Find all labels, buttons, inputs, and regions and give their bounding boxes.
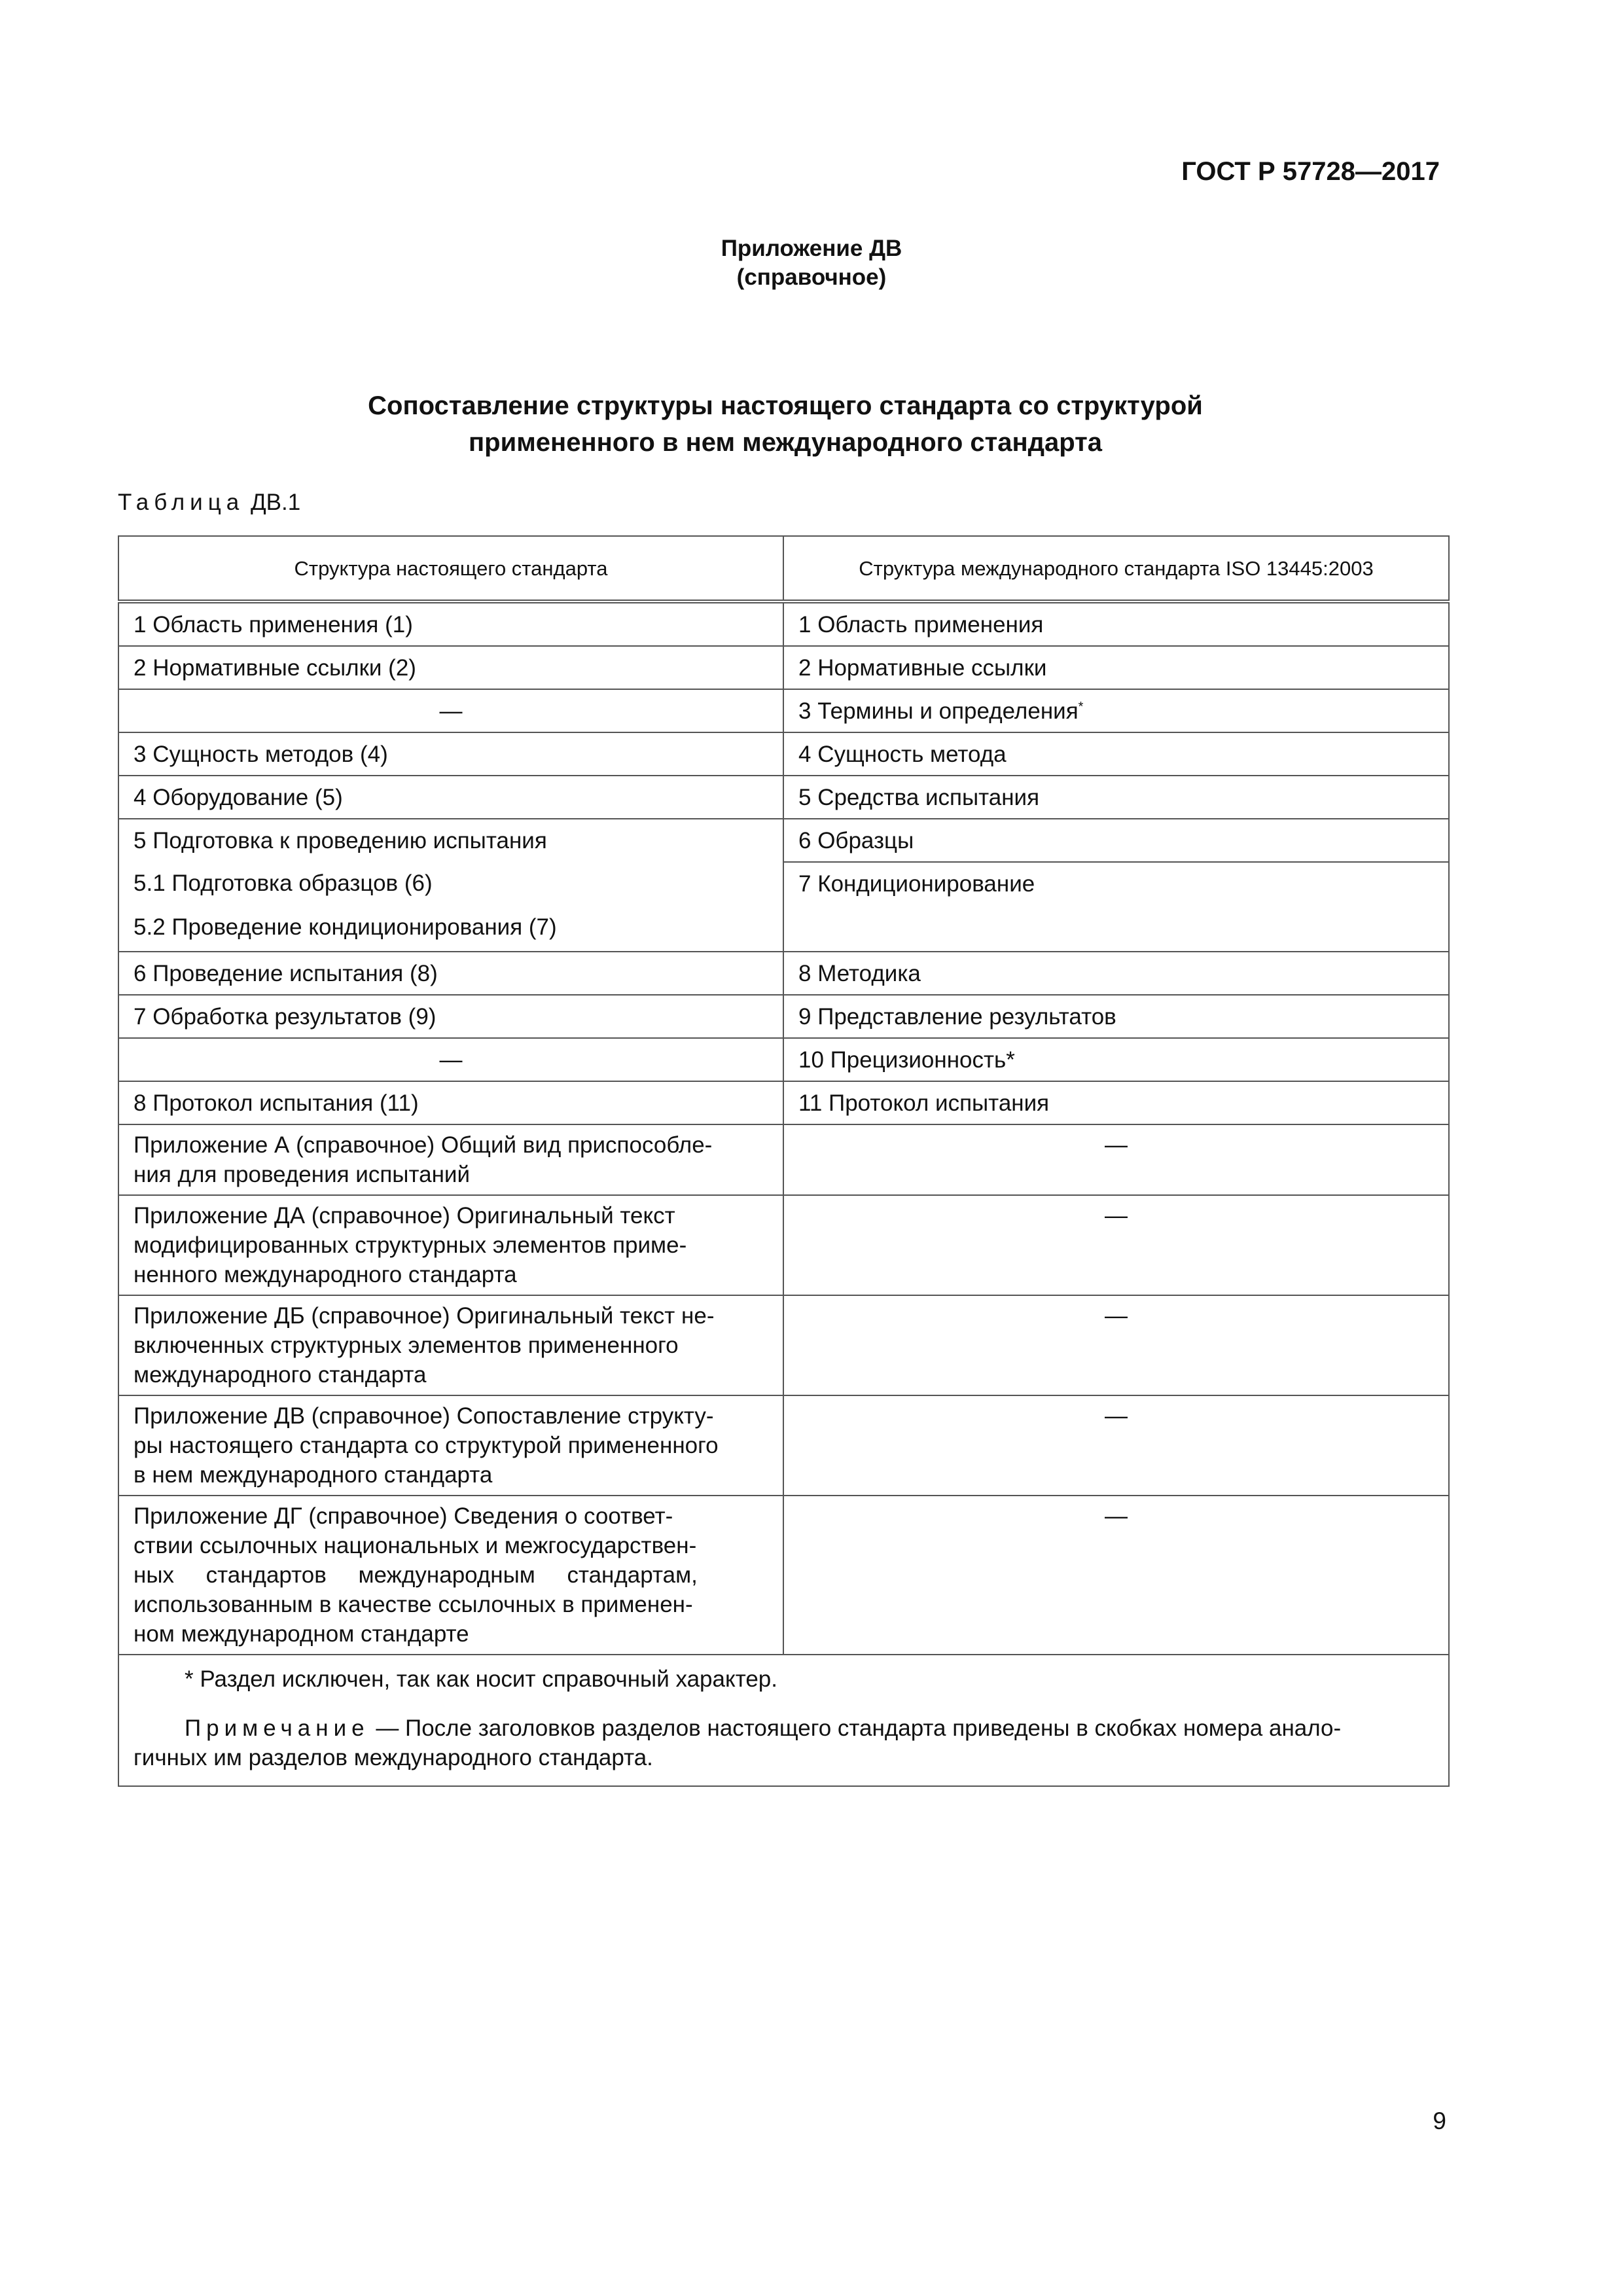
cell-line: ном международном стандарте: [134, 1621, 469, 1647]
cell-line: Приложение А (справочное) Общий вид приспособле-: [134, 1132, 713, 1158]
page-number: 9: [1433, 2108, 1446, 2134]
note-text: — После заголовков разделов настоящего стандарта приведены в скобках номера анало-: [369, 1715, 1342, 1741]
cell-international: 11 Протокол испытания: [783, 1081, 1449, 1124]
cell-national-appendix-db: [118, 1295, 783, 1395]
table-row: [118, 601, 1449, 646]
cell-line: ненного международного стандарта: [134, 1262, 517, 1287]
appendix-kind: (справочное): [736, 264, 887, 290]
cell-text: 3 Термины и определения: [798, 698, 1079, 724]
cell-line: ры настоящего стандарта со структурой примененного: [134, 1433, 719, 1458]
table-caption-id: ДВ.1: [250, 490, 301, 515]
table-footnote: * Раздел исключен, так как носит справочный характер.: [185, 1666, 777, 1692]
section-title: [0, 387, 1571, 461]
table-row: [118, 862, 1449, 952]
structure-comparison-table: [118, 535, 1450, 1787]
table-header-row: [118, 536, 1449, 601]
cell-national: 8 Протокол испытания (11): [118, 1081, 783, 1124]
table-footer: [118, 1655, 1449, 1786]
table-row: [118, 952, 1449, 995]
table-row: [118, 1295, 1449, 1395]
table-row: [118, 1124, 1449, 1195]
cell-international-dash: —: [783, 1395, 1449, 1496]
cell-line: ния для проведения испытаний: [134, 1162, 470, 1187]
header-cell-international: Структура международного стандарта ISO 13445:2003: [783, 536, 1449, 601]
cell-international: 6 Образцы: [783, 819, 1449, 862]
cell-national: 4 Оборудование (5): [118, 776, 783, 819]
subsection-line: 5.1 Подготовка образцов (6): [134, 870, 433, 896]
cell-national: 5 Подготовка к проведению испытания: [118, 819, 783, 862]
cell-international: 10 Прецизионность*: [783, 1038, 1449, 1081]
header-cell-national: Структура настоящего стандарта: [118, 536, 783, 601]
cell-national: 6 Проведение испытания (8): [118, 952, 783, 995]
cell-line: международного стандарта: [134, 1362, 427, 1388]
table-note: [134, 1713, 1434, 1743]
cell-national: 1 Область применения (1): [118, 601, 783, 646]
cell-line: Приложение ДВ (справочное) Сопоставление структу-: [134, 1403, 714, 1429]
cell-line: Приложение ДГ (справочное) Сведения о соответ-: [134, 1503, 673, 1529]
title-line-1: Сопоставление структуры настоящего стандарта со структурой: [368, 391, 1203, 420]
cell-national: 7 Обработка результатов (9): [118, 995, 783, 1038]
appendix-heading: [0, 234, 1623, 292]
table-row: [118, 689, 1449, 732]
cell-national-appendix-dg: [118, 1496, 783, 1655]
cell-line: ствии ссылочных национальных и межгосударствен-: [134, 1533, 697, 1558]
document-number: ГОСТ Р 57728—2017: [1181, 157, 1440, 186]
cell-line: включенных структурных элементов примененного: [134, 1333, 679, 1358]
table-row: [118, 1496, 1449, 1655]
note-word: Примечание: [185, 1715, 370, 1741]
table-caption-word: Таблица: [118, 490, 245, 515]
table-row: [118, 995, 1449, 1038]
cell-international: [783, 689, 1449, 732]
table-row: [118, 732, 1449, 776]
cell-international: 2 Нормативные ссылки: [783, 646, 1449, 689]
cell-international-dash: —: [783, 1124, 1449, 1195]
cell-international-dash: —: [783, 1295, 1449, 1395]
cell-line: Приложение ДА (справочное) Оригинальный текст: [134, 1203, 675, 1229]
cell-national-appendix-a: [118, 1124, 783, 1195]
cell-international: 5 Средства испытания: [783, 776, 1449, 819]
cell-national: 3 Сущность методов (4): [118, 732, 783, 776]
title-line-2: примененного в нем международного стандарта: [469, 428, 1102, 457]
cell-line: ных стандартов международным стандартам,: [134, 1562, 698, 1588]
table-row: [118, 819, 1449, 862]
cell-international: 7 Кондиционирование: [783, 862, 1449, 952]
cell-international-dash: —: [783, 1195, 1449, 1295]
cell-international: 1 Область применения: [783, 601, 1449, 646]
table-row: [118, 1395, 1449, 1496]
table-footer-row: [118, 1655, 1449, 1786]
cell-national-multi: [118, 862, 783, 952]
table-row: [118, 646, 1449, 689]
cell-international-dash: —: [783, 1496, 1449, 1655]
cell-international: 9 Представление результатов: [783, 995, 1449, 1038]
cell-national-appendix-da: [118, 1195, 783, 1295]
cell-line: в нем международного стандарта: [134, 1462, 493, 1488]
table-row: [118, 776, 1449, 819]
cell-line: использованным в качестве ссылочных в применен-: [134, 1592, 693, 1617]
cell-national-dash: —: [118, 1038, 783, 1081]
cell-line: модифицированных структурных элементов приме-: [134, 1232, 687, 1258]
cell-international: 4 Сущность метода: [783, 732, 1449, 776]
table-row: [118, 1195, 1449, 1295]
table-row: [118, 1081, 1449, 1124]
table-row: [118, 1038, 1449, 1081]
cell-line: Приложение ДБ (справочное) Оригинальный текст не-: [134, 1303, 715, 1329]
cell-national-dash: —: [118, 689, 783, 732]
appendix-name: Приложение ДВ: [721, 236, 902, 261]
cell-international: 8 Методика: [783, 952, 1449, 995]
table-caption: [118, 490, 300, 516]
table-note-continued: гичных им разделов международного стандарта.: [134, 1745, 653, 1770]
subsection-line: 5.2 Проведение кондиционирования (7): [134, 914, 557, 940]
footnote-mark: *: [1078, 699, 1084, 714]
cell-national-appendix-dv: [118, 1395, 783, 1496]
cell-national: 2 Нормативные ссылки (2): [118, 646, 783, 689]
